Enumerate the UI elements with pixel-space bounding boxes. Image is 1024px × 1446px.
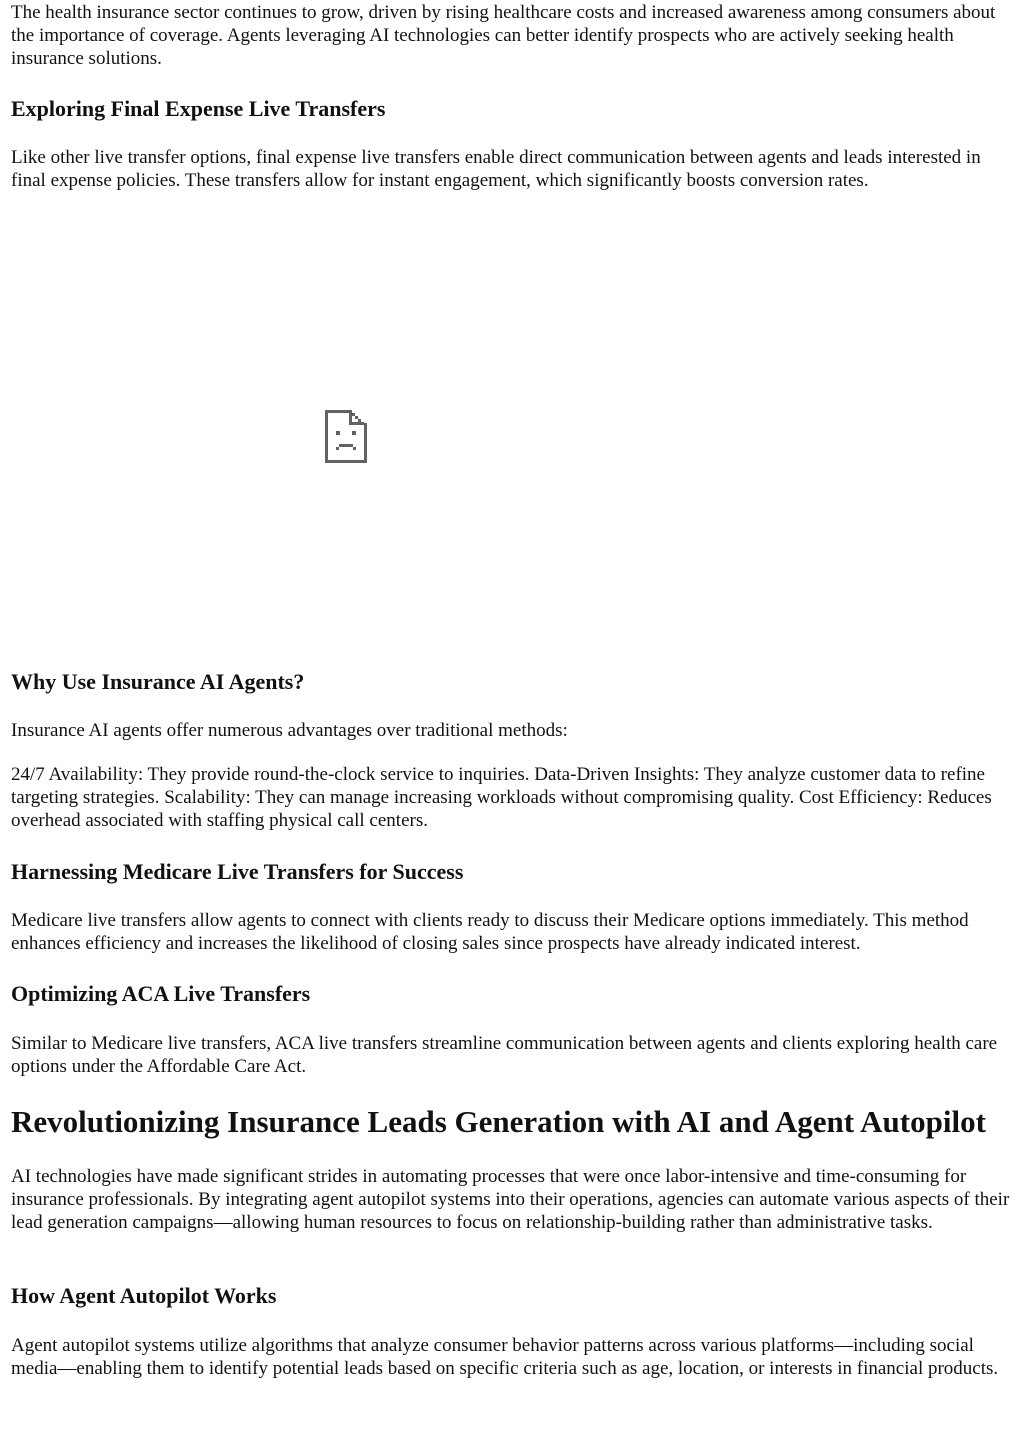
- heading-revolutionizing: Revolutionizing Insurance Leads Generation with AI and Agent Autopilot: [11, 1104, 986, 1139]
- heading-aca: Optimizing ACA Live Transfers: [11, 981, 311, 1006]
- paragraph-aca: Similar to Medicare live transfers, ACA live transfers streamline communication between agents and clients exploring health care options under the Affordable Care Act.: [11, 1033, 998, 1077]
- paragraph-autopilot: Agent autopilot systems utilize algorithms that analyze consumer behavior patterns across various platforms—including social media—enabling them to identify potential leads based on specific criteria such as age, location, or interests in financial products.: [11, 1335, 999, 1379]
- paragraph-health-insurance: The health insurance sector continues to grow, driven by rising healthcare costs and increased awareness among consumers about the importance of coverage. Agents leveraging AI technologies can better identify prospects who are actively seeking health insurance solutions.: [11, 2, 996, 69]
- heading-why-ai-agents: Why Use Insurance AI Agents?: [11, 669, 305, 694]
- paragraph-ai-advantages: 24/7 Availability: They provide round-the-clock service to inquiries. Data-Driven Insights: They analyze customer data to refine targeting strategies. Scalability: They can manage increasing workloads without compromising quality. Cost Efficiency: Reduces overhead associated with staffing physical call centers.: [11, 764, 992, 831]
- paragraph-medicare: Medicare live transfers allow agents to connect with clients ready to discuss their Medicare options immediately. This method enhances efficiency and increases the likelihood of closing sales since prospects have already indicated interest.: [11, 910, 969, 954]
- heading-final-expense: Exploring Final Expense Live Transfers: [11, 96, 386, 121]
- broken-image-icon: [324, 409, 368, 464]
- paragraph-ai-automation: AI technologies have made significant strides in automating processes that were once labor-intensive and time-consuming for insurance professionals. By integrating agent autopilot systems into their operations, agencies can automate various aspects of their lead generation campaigns—allowing human resources to focus on relationship-building rather than administrative tasks.: [11, 1166, 1010, 1233]
- paragraph-ai-intro: Insurance AI agents offer numerous advantages over traditional methods:: [11, 720, 568, 741]
- heading-medicare: Harnessing Medicare Live Transfers for Success: [11, 859, 464, 884]
- heading-how-autopilot: How Agent Autopilot Works: [11, 1283, 277, 1308]
- paragraph-final-expense: Like other live transfer options, final expense live transfers enable direct communication between agents and leads interested in final expense policies. These transfers allow for instant engagement, which significantly boosts conversion rates.: [11, 147, 981, 191]
